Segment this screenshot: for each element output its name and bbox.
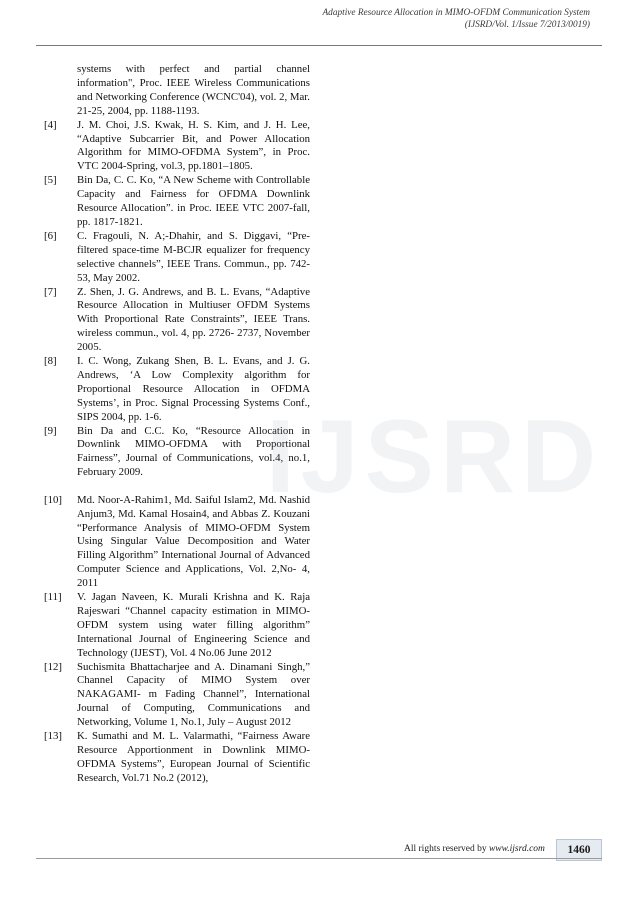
reference-text: Bin Da, C. C. Ko, “A New Scheme with Controllable Capacity and Fairness for OFDMA Downlink Resource Allocation”. in Proc. IEEE VTC 2007-fall, pp. 1817-1821. <box>77 174 310 228</box>
reference-gap <box>44 480 310 494</box>
footer-rights <box>404 844 545 854</box>
reference-text: V. Jagan Naveen, K. Murali Krishna and K. Raja Rajeswari “Channel capacity estimation in MIMO-OFDM system using water filling algorithm” International Journal of Engineering Science and Technology (IJEST), Vol. 4 No.06 June 2012 <box>77 591 310 659</box>
running-header <box>323 8 591 31</box>
reference-text: I. C. Wong, Zukang Shen, B. L. Evans, and J. G. Andrews, ‘A Low Complexity algorithm for Proportional Resource Allocation in OFDMA Systems’, in Proc. Signal Processing Systems Conf., SIPS 2004, pp. 1-6. <box>77 355 310 423</box>
reference-text: J. M. Choi, J.S. Kwak, H. S. Kim, and J. H. Lee, “Adaptive Subcarrier Bit, and Power Allocation Algorithm for MIMO-OFDMA System”, in Proc. VTC 2004-Spring, vol.3, pp.1801–1805. <box>77 118 310 173</box>
reference-text: Suchismita Bhattacharjee and A. Dinamani Singh,” Channel Capacity of MIMO System over NAKAGAMI- m Fading Channel”, International Journal of Computing, Communications and Networking, Volume 1, No.1, July – August 2012 <box>77 660 310 729</box>
reference-number: [7] <box>44 285 57 298</box>
reference-text: C. Fragouli, N. A;-Dhahir, and S. Diggavi, “Pre-filtered space-time M-BCJR equalizer for frequency selective channels”, IEEE Trans. Commun., pp. 742-53, May 2002. <box>77 229 310 284</box>
reference-item <box>44 494 310 591</box>
footer-rights-label: All rights reserved by <box>404 844 487 854</box>
reference-text: Z. Shen, J. G. Andrews, and B. L. Evans, “Adaptive Resource Allocation in Multiuser OFDM Systems With Proportional Rate Constraints”, IEEE Trans. wireless commun., vol. 4, pp. 2726- 2737, November 2005. <box>77 285 310 354</box>
reference-text: K. Sumathi and M. L. Valarmathi, “Fairness Aware Resource Apportionment in Downlink MIMO-OFDMA Systems”, European Journal of Scientific Research, Vol.71 No.2 (2012), <box>77 730 310 784</box>
reference-number: [13] <box>44 730 62 743</box>
reference-number: [9] <box>44 424 57 437</box>
reference-list <box>44 63 310 786</box>
svg-text:IJSRD: IJSRD <box>265 408 603 504</box>
reference-item <box>44 286 310 356</box>
reference-item <box>44 355 310 425</box>
reference-number: [8] <box>44 355 57 368</box>
reference-item <box>44 174 310 230</box>
reference-text: systems with perfect and partial channel information", Proc. IEEE Wireless Communications and Networking Conference (WCNC'04), vol. 2, Mar. 21-25, 2004, pp. 1188-1193. <box>77 63 310 117</box>
reference-number: [5] <box>44 174 57 187</box>
reference-continuation <box>44 63 310 119</box>
reference-number: [11] <box>44 591 62 604</box>
reference-number: [10] <box>44 493 62 506</box>
page-number: 1460 <box>556 839 602 861</box>
reference-number: [6] <box>44 229 57 242</box>
footer-site-link[interactable]: www.ijsrd.com <box>488 844 545 854</box>
reference-item <box>44 591 310 661</box>
reference-item <box>44 230 310 286</box>
reference-text: Md. Noor-A-Rahim1, Md. Saiful Islam2, Md. Nashid Anjum3, Md. Kamal Hosain4, and Abbas Z. Kouzani “Performance Analysis of MIMO-OFDM System Using Singular Value Decomposition and Water Filling Algorithm” International Journal of Advanced Computer Science and Applications, Vol. 2,No- 4, 2011 <box>77 493 310 590</box>
header-title: Adaptive Resource Allocation in MIMO-OFDM Communication System <box>322 8 590 18</box>
reference-number: [4] <box>44 118 57 131</box>
header-rule <box>36 45 602 46</box>
reference-item <box>44 119 310 175</box>
footer-rule <box>36 858 602 859</box>
reference-item <box>44 661 310 731</box>
reference-number: [12] <box>44 660 62 673</box>
header-volume: (IJSRD/Vol. 1/Issue 7/2013/0019) <box>464 19 590 30</box>
reference-item <box>44 730 310 786</box>
reference-item <box>44 425 310 481</box>
reference-text: Bin Da and C.C. Ko, “Resource Allocation in Downlink MIMO-OFDMA with Proportional Fairness”, Journal of Communications, vol.4, no.1, February 2009. <box>77 424 310 479</box>
